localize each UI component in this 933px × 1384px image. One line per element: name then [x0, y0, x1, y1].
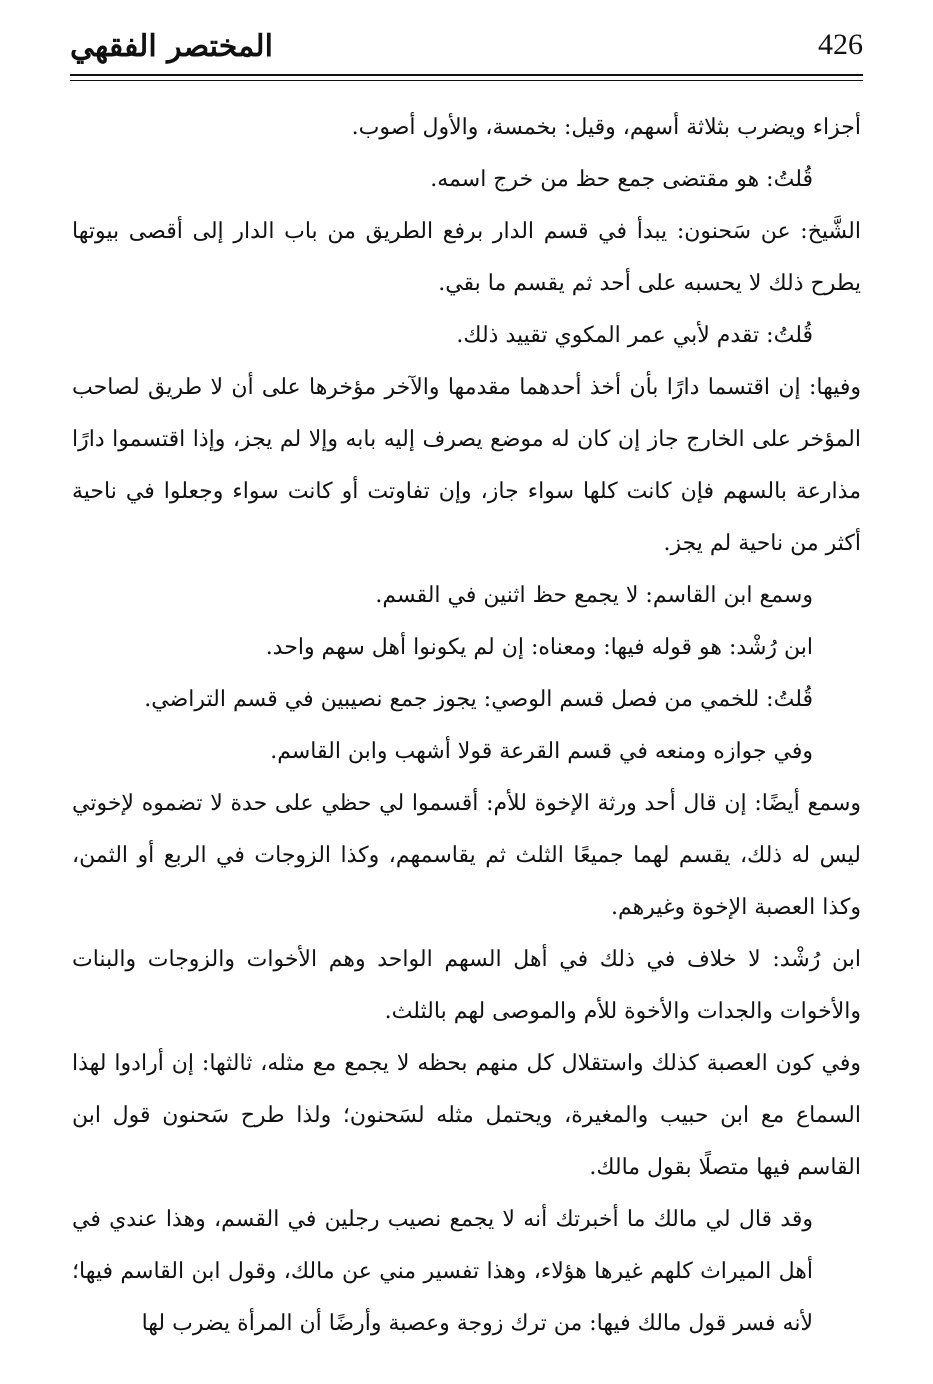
paragraph: قُلتُ: هو مقتضى جمع حظ من خرج اسمه.	[430, 167, 813, 192]
paragraph: وفي كون العصبة كذلك واستقلال كل منهم بحظه لا يجمع مع مثله، ثالثها: إن أرادوا لهذا السماع مع ابن حبيب والمغيرة، ويحتمل مثله لسَحنون؛ ولذا طرح سَحنون قول ابن القاسم فيها متصلًا بقول مالك.	[72, 1051, 861, 1180]
paragraph: وقد قال لي مالك ما أخبرتك أنه لا يجمع نصيب رجلين في القسم، وهذا عندي في أهل الميراث كلهم غيرها هؤلاء، وهذا تفسير مني عن مالك، وقول ابن القاسم فيها؛ لأنه فسر قول مالك فيها: من ترك زوجة وعصبة وأرضًا أن المرأة يضرب لها	[72, 1207, 813, 1336]
paragraph: أجزاء ويضرب بثلاثة أسهم، وقيل: بخمسة، والأول أصوب.	[351, 115, 861, 140]
paragraph: قُلتُ: للخمي من فصل قسم الوصي: يجوز جمع نصيبين في قسم التراضي.	[144, 687, 813, 712]
paragraph: قُلتُ: تقدم لأبي عمر المكوي تقييد ذلك.	[456, 323, 813, 348]
running-title: المختصر الفقهي	[70, 29, 273, 64]
page-body	[72, 102, 861, 1350]
header-rule	[70, 74, 863, 76]
paragraph: وسمع ابن القاسم: لا يجمع حظ اثنين في القسم.	[375, 583, 813, 608]
paragraph: ابن رُشْد: هو قوله فيها: ومعناه: إن لم يكونوا أهل سهم واحد.	[265, 635, 813, 660]
page-header	[70, 24, 863, 76]
header-rule-secondary	[70, 80, 863, 81]
paragraph: الشَّيخ: عن سَحنون: يبدأ في قسم الدار برفع الطريق من باب الدار إلى أقصى بيوتها يطرح ذلك لا يحسبه على أحد ثم يقسم ما بقي.	[72, 219, 861, 296]
page-number: 426	[818, 28, 863, 61]
paragraph: ابن رُشْد: لا خلاف في ذلك في أهل السهم الواحد وهم الأخوات والزوجات والبنات والأخوات والجدات والأخوة للأم والموصى لهم بالثلث.	[72, 947, 861, 1024]
paragraph: وفي جوازه ومنعه في قسم القرعة قولا أشهب وابن القاسم.	[270, 739, 813, 764]
paragraph: وفيها: إن اقتسما دارًا بأن أخذ أحدهما مقدمها والآخر مؤخرها على أن لا طريق لصاحب المؤخر على الخارج جاز إن كان له موضع يصرف إليه بابه وإلا لم يجز، وإذا اقتسموا دارًا مذارعة بالسهم فإن كانت كلها سواء جاز، وإن تفاوتت أو كانت سواء وجعلوا في ناحية أكثر من ناحية لم يجز.	[72, 375, 861, 556]
paragraph: وسمع أيضًا: إن قال أحد ورثة الإخوة للأم: أقسموا لي حظي على حدة لا تضموه لإخوتي ليس له ذلك، يقسم لهما جميعًا الثلث ثم يقاسمهم، وكذا الزوجات في الربع أو الثمن، وكذا العصبة الإخوة وغيرهم.	[72, 791, 861, 920]
